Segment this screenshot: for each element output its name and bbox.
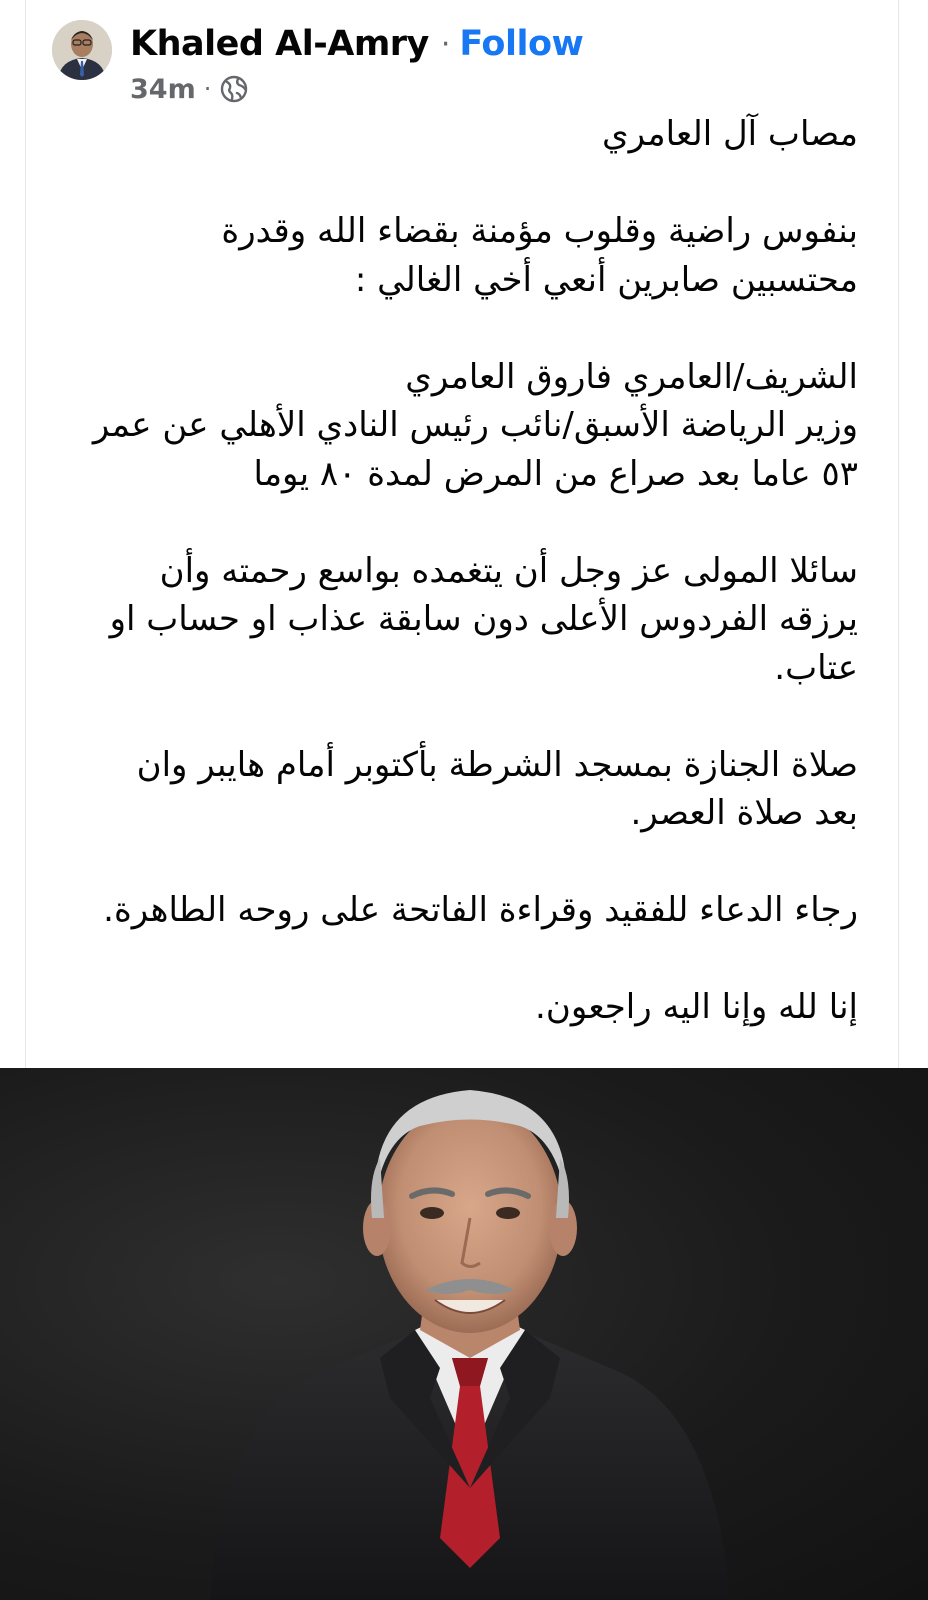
avatar[interactable] [52, 20, 112, 80]
author-line [130, 22, 583, 66]
post-paragraph: رجاء الدعاء للفقيد وقراءة الفاتحة على روحه الطاهرة. [103, 890, 858, 930]
follow-button[interactable]: Follow [459, 24, 584, 64]
post-paragraph: بنفوس راضية وقلوب مؤمنة بقضاء الله وقدرة محتسبين صابرين أنعي أخي الغالي : [221, 211, 858, 300]
post-paragraph: إنا لله وإنا اليه راجعون. [535, 987, 858, 1027]
post-paragraph: مصاب آل العامري [602, 114, 858, 154]
post-text [40, 110, 858, 1032]
separator-dot: · [440, 26, 451, 62]
post-header [52, 18, 872, 108]
post-timestamp[interactable]: 34m [130, 73, 196, 105]
post-paragraph: صلاة الجنازة بمسجد الشرطة بأكتوبر أمام هايبر وان بعد صلاة العصر. [136, 744, 858, 833]
author-name[interactable]: Khaled Al-Amry [130, 24, 429, 64]
post-paragraph: الشريف/العامري فاروق العامري وزير الرياضة الأسبق/نائب رئيس النادي الأهلي عن عمر ٥٣ عاما بعد صراع من المرض لمدة ٨٠ يوما [92, 356, 858, 494]
post-meta [130, 72, 249, 106]
post-photo[interactable] [0, 1068, 928, 1600]
meta-separator-dot: · [203, 75, 212, 103]
post-paragraph: سائلا المولى عز وجل أن يتغمده بواسع رحمته وأن يرزقه الفردوس الأعلى دون سابقة عذاب او حساب او عتاب. [109, 550, 858, 688]
globe-icon [219, 74, 249, 104]
